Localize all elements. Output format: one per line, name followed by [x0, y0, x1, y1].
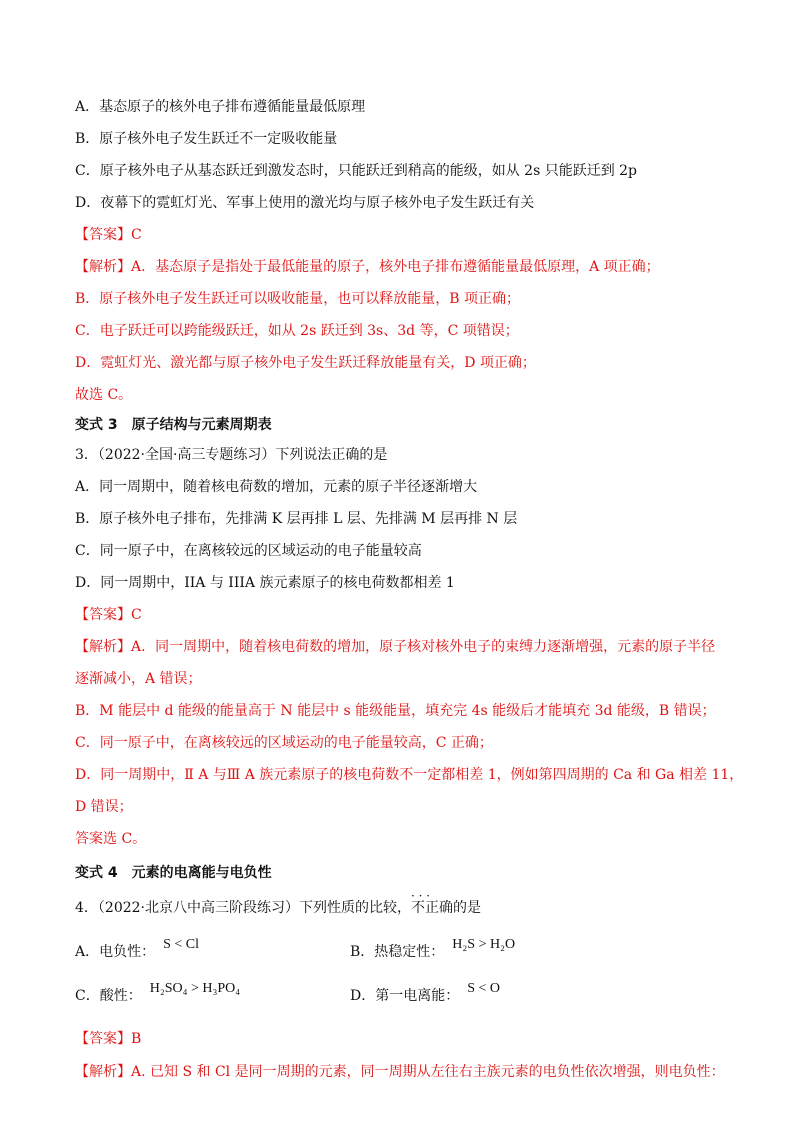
q3-option-d: D．同一周期中，IIA 与 IIIA 族元素原子的核电荷数都相差 1	[75, 575, 455, 591]
q3-option-c: C．同一原子中，在离核较远的区域运动的电子能量较高	[75, 543, 422, 559]
q4-stem-prefix: 4．（2022·北京八中高三阶段练习）下列性质的比较，	[75, 900, 411, 916]
q2-option-b: B．原子核外电子发生跃迁不一定吸收能量	[75, 131, 338, 147]
q4-option-a-label: A．电负性：	[75, 944, 156, 960]
q4-answer: 【答案】B	[75, 1031, 142, 1047]
q2-option-d: D．夜幕下的霓虹灯光、军事上使用的激光均与原子核外电子发生跃迁有关	[75, 195, 535, 211]
q3-answer: 【答案】C	[75, 607, 142, 623]
q3-analysis-a-cont: 逐渐减小，A 错误；	[75, 671, 202, 687]
q2-option-c: C．原子核外电子从基态跃迁到激发态时，只能跃迁到稍高的能级，如从 2s 只能跃迁到 2p	[75, 163, 638, 179]
q4-stem-emphasis: · · · 不正确	[411, 898, 453, 918]
q4-option-a	[75, 937, 200, 963]
q2-answer: 【答案】C	[75, 227, 142, 243]
q3-option-b: B．原子核外电子排布，先排满 K 层再排 L 层、先排满 M 层再排 N 层	[75, 511, 518, 527]
q4-option-c-label: C．酸性：	[75, 988, 142, 1004]
q2-analysis-a: 【解析】A．基态原子是指处于最低能量的原子，核外电子排布遵循能量最低原理，A 项正确；	[75, 259, 660, 275]
q4-option-d-label: D．第一电离能：	[350, 988, 460, 1004]
q4-analysis-a: 【解析】A. 已知 S 和 Cl 是同一周期的元素，同一周期从左往右主族元素的电负性依次增强，则电负性：	[75, 1064, 725, 1080]
q4-option-c-formula: H₂SO₄ > H₃PO₄	[149, 981, 241, 996]
q4-option-a-formula: S < Cl	[163, 937, 200, 952]
q2-analysis-b: B．原子核外电子发生跃迁可以吸收能量，也可以释放能量，B 项正确；	[75, 291, 521, 307]
section-4-heading: 变式 4 元素的电离能与电负性	[75, 865, 272, 881]
q2-analysis-c: C．电子跃迁可以跨能级跃迁，如从 2s 跃迁到 3s、3d 等，C 项错误；	[75, 323, 519, 339]
q4-stem-suffix: 的是	[453, 900, 481, 916]
q3-analysis-d: D．同一周期中，Ⅱ A 与Ⅲ A 族元素原子的核电荷数不一定都相差 1，例如第四周期的 Ca 和 Ga 相差 11，	[75, 767, 744, 783]
q2-option-a: A．基态原子的核外电子排布遵循能量最低原理	[75, 99, 366, 115]
q4-option-b-formula: H₂S > H₂O	[452, 937, 516, 952]
q2-conclusion: 故选 C。	[75, 387, 133, 403]
q4-option-d	[350, 981, 501, 1007]
section-3-heading: 变式 3 原子结构与元素周期表	[75, 417, 272, 433]
q3-analysis-d-cont: D 错误；	[75, 799, 133, 815]
q4-option-d-formula: S < O	[467, 981, 501, 996]
q3-option-a: A．同一周期中，随着核电荷数的增加，元素的原子半径逐渐增大	[75, 479, 478, 495]
q3-analysis-c: C．同一原子中，在离核较远的区域运动的电子能量较高，C 正确；	[75, 735, 493, 751]
q3-analysis-a: 【解析】A．同一周期中，随着核电荷数的增加，原子核对核外电子的束缚力逐渐增强，元素的原子半径	[75, 639, 716, 655]
q3-analysis-b: B．M 能层中 d 能级的能量高于 N 能层中 s 能级能量，填充完 4s 能级后才能填充 3d 能级，B 错误；	[75, 703, 716, 719]
q3-stem: 3．（2022·全国·高三专题练习）下列说法正确的是	[75, 447, 388, 463]
q4-option-b	[350, 937, 516, 963]
q3-conclusion: 答案选 C。	[75, 831, 147, 847]
q4-stem	[75, 898, 481, 918]
q2-analysis-d: D．霓虹灯光、激光都与原子核外电子发生跃迁释放能量有关，D 项正确；	[75, 355, 536, 371]
q4-option-c	[75, 981, 241, 1007]
q4-option-b-label: B．热稳定性：	[350, 944, 445, 960]
